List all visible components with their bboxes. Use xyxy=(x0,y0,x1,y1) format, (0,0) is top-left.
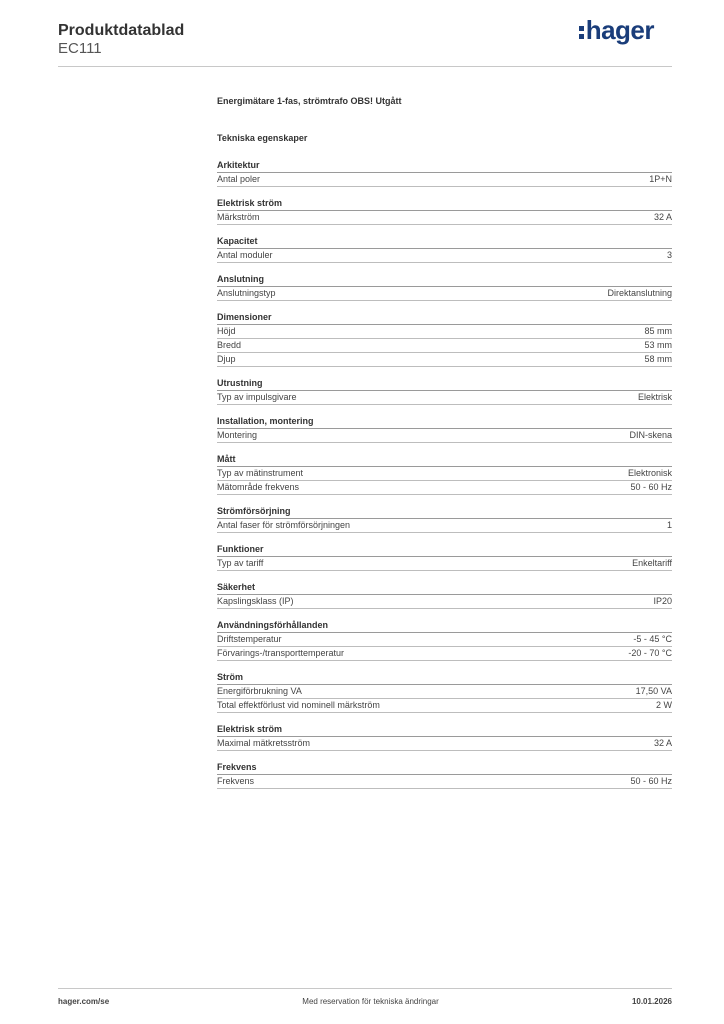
spec-value: 1P+N xyxy=(649,174,672,184)
spec-group-title: Kapacitet xyxy=(217,236,672,249)
spec-label: Kapslingsklass (IP) xyxy=(217,596,294,606)
spec-value: Direktanslutning xyxy=(607,288,672,298)
spec-row xyxy=(217,429,672,443)
footer-date: 10.01.2026 xyxy=(631,997,672,1006)
spec-group-title: Strömförsörjning xyxy=(217,506,672,519)
spec-group xyxy=(217,672,672,713)
spec-label: Märkström xyxy=(217,212,260,222)
spec-row xyxy=(217,211,672,225)
spec-value: DIN-skena xyxy=(629,430,672,440)
logo-text: hager xyxy=(585,15,654,45)
spec-row xyxy=(217,481,672,495)
spec-value: 32 A xyxy=(653,212,672,222)
spec-label: Förvarings-/transporttemperatur xyxy=(217,648,345,658)
specification-groups xyxy=(217,160,672,789)
spec-label: Antal moduler xyxy=(217,250,273,260)
document-title: Produktdatablad xyxy=(58,22,185,39)
spec-group-title: Säkerhet xyxy=(217,582,672,595)
spec-label: Anslutningstyp xyxy=(217,288,276,298)
spec-row xyxy=(217,633,672,647)
spec-value: IP20 xyxy=(653,596,672,606)
spec-group-title: Installation, montering xyxy=(217,416,672,429)
spec-row xyxy=(217,519,672,533)
spec-group xyxy=(217,506,672,533)
section-heading: Tekniska egenskaper xyxy=(217,133,308,143)
spec-label: Montering xyxy=(217,430,258,440)
spec-value: 50 - 60 Hz xyxy=(630,482,672,492)
spec-group-title: Arkitektur xyxy=(217,160,672,173)
spec-label: Typ av impulsgivare xyxy=(217,392,297,402)
spec-group xyxy=(217,274,672,301)
spec-group-title: Utrustning xyxy=(217,378,672,391)
spec-label: Driftstemperatur xyxy=(217,634,282,644)
spec-group xyxy=(217,582,672,609)
spec-label: Djup xyxy=(217,354,236,364)
spec-row xyxy=(217,353,672,367)
spec-label: Maximal mätkretsström xyxy=(217,738,311,748)
spec-group xyxy=(217,620,672,661)
spec-group-title: Dimensioner xyxy=(217,312,672,325)
spec-value: Elektrisk xyxy=(637,392,672,402)
spec-label: Mätområde frekvens xyxy=(217,482,300,492)
spec-value: -20 - 70 °C xyxy=(628,648,672,658)
spec-group xyxy=(217,544,672,571)
spec-row xyxy=(217,685,672,699)
spec-row xyxy=(217,595,672,609)
spec-label: Höjd xyxy=(217,326,236,336)
spec-value: 2 W xyxy=(655,700,672,710)
spec-value: 3 xyxy=(666,250,672,260)
spec-row xyxy=(217,647,672,661)
spec-row xyxy=(217,339,672,353)
spec-value: 85 mm xyxy=(644,326,672,336)
spec-row xyxy=(217,287,672,301)
spec-group-title: Ström xyxy=(217,672,672,685)
spec-group xyxy=(217,236,672,263)
spec-row xyxy=(217,391,672,405)
spec-group xyxy=(217,454,672,495)
spec-group-title: Elektrisk ström xyxy=(217,198,672,211)
spec-value: 32 A xyxy=(653,738,672,748)
spec-group xyxy=(217,198,672,225)
spec-label: Total effektförlust vid nominell märkström xyxy=(217,700,380,710)
spec-label: Frekvens xyxy=(217,776,255,786)
spec-group-title: Anslutning xyxy=(217,274,672,287)
product-code: EC111 xyxy=(58,40,102,57)
footer-divider xyxy=(58,988,672,989)
spec-value: Elektronisk xyxy=(627,468,672,478)
spec-label: Typ av tariff xyxy=(217,558,264,568)
spec-label: Typ av mätinstrument xyxy=(217,468,304,478)
spec-row xyxy=(217,775,672,789)
spec-label: Bredd xyxy=(217,340,242,350)
spec-label: Antal faser för strömförsörjningen xyxy=(217,520,351,530)
spec-group xyxy=(217,762,672,789)
spec-group-title: Elektrisk ström xyxy=(217,724,672,737)
spec-row xyxy=(217,173,672,187)
spec-row xyxy=(217,249,672,263)
spec-label: Antal poler xyxy=(217,174,261,184)
footer-disclaimer: Med reservation för tekniska ändringar xyxy=(302,997,439,1006)
hager-logo xyxy=(579,16,654,44)
spec-group xyxy=(217,724,672,751)
spec-value: 50 - 60 Hz xyxy=(630,776,672,786)
document-header xyxy=(58,22,184,58)
spec-group xyxy=(217,416,672,443)
spec-group-title: Användningsförhållanden xyxy=(217,620,672,633)
spec-row xyxy=(217,467,672,481)
spec-value: 17,50 VA xyxy=(635,686,672,696)
spec-value: Enkeltariff xyxy=(632,558,672,568)
header-divider xyxy=(58,66,672,67)
product-title: Energimätare 1-fas, strömtrafo OBS! Utgått xyxy=(217,96,402,106)
spec-group-title: Mått xyxy=(217,454,672,467)
spec-row xyxy=(217,557,672,571)
spec-group-title: Funktioner xyxy=(217,544,672,557)
spec-value: 1 xyxy=(666,520,672,530)
footer-website[interactable]: hager.com/se xyxy=(58,997,110,1006)
spec-label: Energiförbrukning VA xyxy=(217,686,302,696)
logo-dots-icon xyxy=(579,26,584,39)
spec-value: 53 mm xyxy=(644,340,672,350)
spec-group xyxy=(217,312,672,367)
spec-row xyxy=(217,737,672,751)
page-footer xyxy=(58,997,672,1006)
spec-row xyxy=(217,699,672,713)
spec-group-title: Frekvens xyxy=(217,762,672,775)
spec-group xyxy=(217,160,672,187)
spec-value: -5 - 45 °C xyxy=(633,634,672,644)
main-content xyxy=(217,96,672,800)
spec-row xyxy=(217,325,672,339)
spec-value: 58 mm xyxy=(644,354,672,364)
spec-group xyxy=(217,378,672,405)
